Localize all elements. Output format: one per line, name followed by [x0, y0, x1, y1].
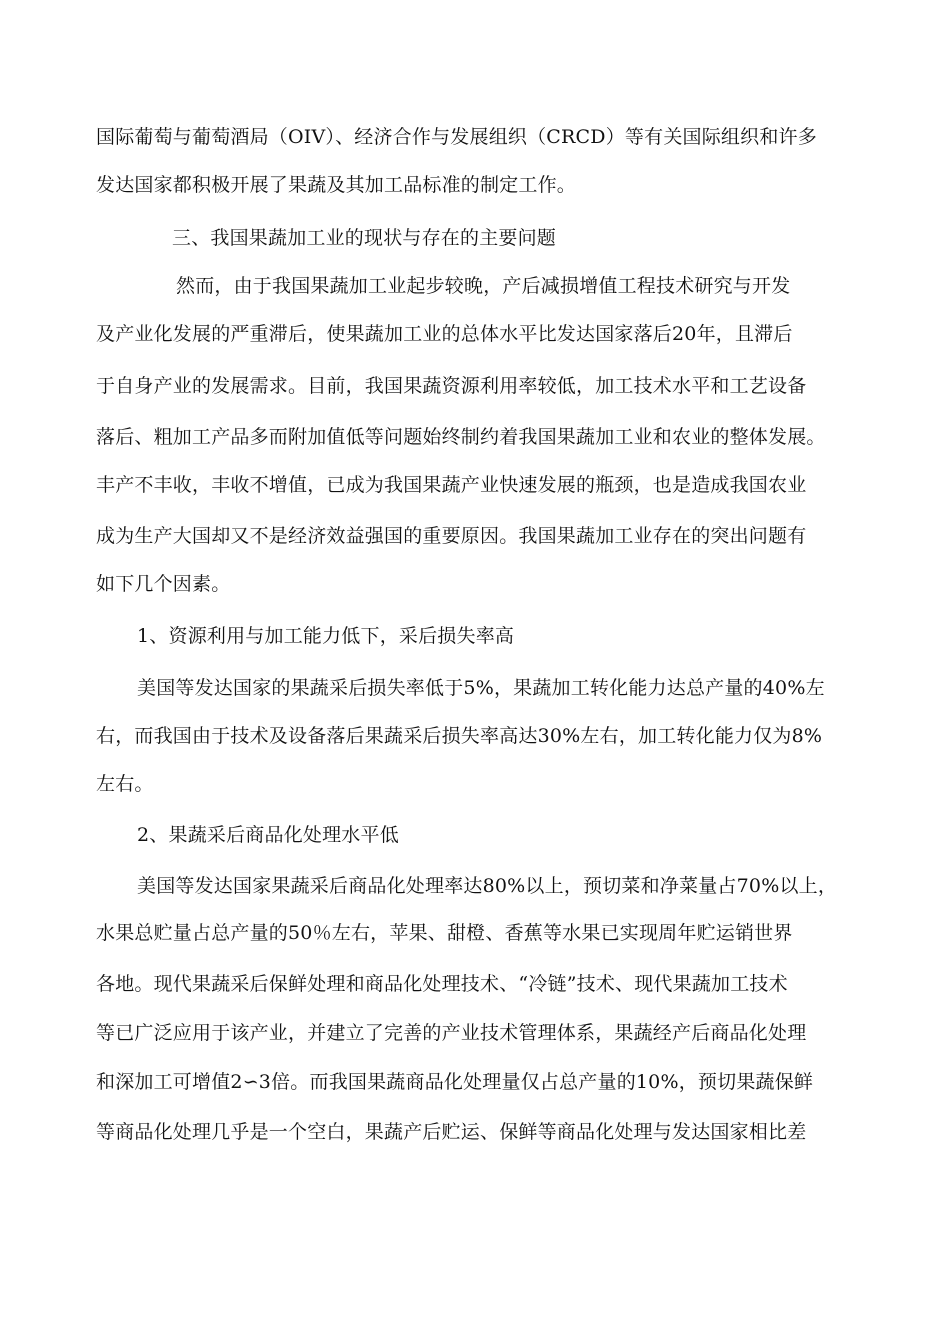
paragraph-line: 然而，由于我国果蔬加工业起步较晚，产后减损增值工程技术研究与开发	[176, 275, 791, 297]
paragraph-line: 于自身产业的发展需求。目前，我国果蔬资源利用率较低，加工技术水平和工艺设备	[96, 375, 807, 397]
paragraph-line: 左右。	[96, 773, 154, 795]
paragraph-line: 国际葡萄与葡萄酒局（OIV）、经济合作与发展组织（CRCD）等有关国际组织和许多	[96, 126, 817, 148]
paragraph-line: 落后、粗加工产品多而附加值低等问题始终制约着我国果蔬加工业和农业的整体发展。	[96, 426, 826, 448]
paragraph-line: 成为生产大国却又不是经济效益强国的重要原因。我国果蔬加工业存在的突出问题有	[96, 525, 807, 547]
paragraph-line: 和深加工可增值2∽3倍。而我国果蔬商品化处理量仅占总产量的10%，预切果蔬保鲜	[96, 1071, 814, 1093]
subsection-heading: 2、果蔬采后商品化处理水平低	[137, 824, 399, 846]
paragraph-line: 丰产不丰收，丰收不增值，已成为我国果蔬产业快速发展的瓶颈，也是造成我国农业	[96, 474, 807, 496]
paragraph-line: 美国等发达国家的果蔬采后损失率低于5%，果蔬加工转化能力达总产量的40%左	[137, 677, 825, 699]
subsection-heading: 1、资源利用与加工能力低下，采后损失率高	[137, 625, 515, 647]
paragraph-line: 美国等发达国家果蔬采后商品化处理率达80%以上，预切菜和净菜量占70%以上，	[137, 875, 838, 897]
paragraph-line: 右，而我国由于技术及设备落后果蔬采后损失率高达30%左右，加工转化能力仅为8%	[96, 725, 823, 747]
paragraph-line: 等已广泛应用于该产业，并建立了完善的产业技术管理体系，果蔬经产后商品化处理	[96, 1022, 807, 1044]
paragraph-line: 各地。现代果蔬采后保鲜处理和商品化处理技术、“冷链”技术、现代果蔬加工技术	[96, 973, 788, 995]
paragraph-line: 等商品化处理几乎是一个空白，果蔬产后贮运、保鲜等商品化处理与发达国家相比差	[96, 1121, 807, 1143]
paragraph-line: 及产业化发展的严重滞后，使果蔬加工业的总体水平比发达国家落后20年，且滞后	[96, 323, 793, 345]
paragraph-line: 水果总贮量占总产量的50％左右，苹果、甜橙、香蕉等水果已实现周年贮运销世界	[96, 922, 793, 944]
paragraph-line: 发达国家都积极开展了果蔬及其加工品标准的制定工作。	[96, 174, 577, 196]
section-heading: 三、我国果蔬加工业的现状与存在的主要问题	[172, 227, 557, 249]
paragraph-line: 如下几个因素。	[96, 573, 231, 595]
